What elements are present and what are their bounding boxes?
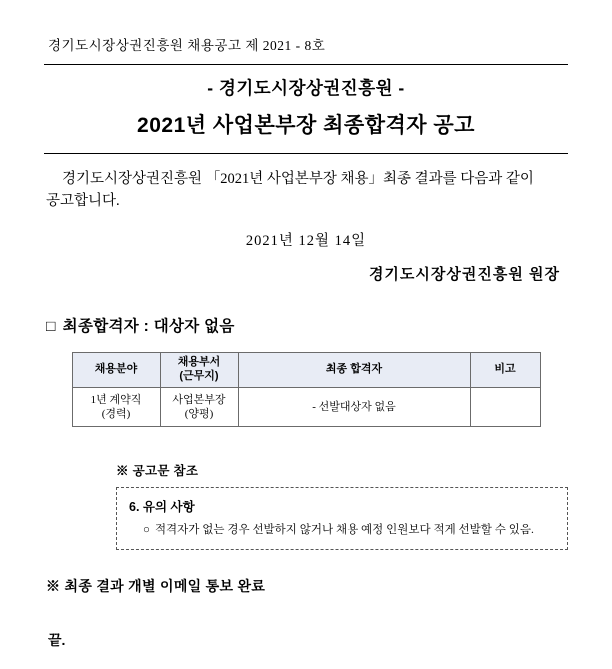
notice-box-item [129,522,555,538]
table-header-department-line2: (근무지) [179,369,219,382]
table-header-department [160,352,238,387]
page-title: 2021년 사업본부장 최종합격자 공고 [137,114,475,137]
notice-box-item-text: 적격자가 없는 경우 선발하지 않거나 채용 예정 인원보다 적게 선발할 수 있음. [154,523,534,536]
intro-paragraph: 경기도시장상권진흥원 「2021년 사업본부장 채용」최종 결과를 다음과 같이 공고합니다. [46,171,534,210]
table-row [72,387,540,426]
cell-field-line1: 1년 계약직 [90,393,142,406]
cell-department-line2: (양평) [184,407,214,420]
title-organization: - 경기도시장상권진흥원 - [207,78,405,98]
notice-reference-label: ※ 공고문 참조 [116,463,199,478]
section-heading-label: 최종합격자 : 대상자 없음 [62,317,235,335]
table-header-result: 최종 합격자 [238,352,470,387]
cell-department [160,387,238,426]
cell-department-line1: 사업본부장 [172,393,226,406]
table-header-remark: 비고 [470,352,540,387]
title-block [44,65,568,153]
divider-under-title [44,153,568,154]
circle-bullet-icon: ○ [143,523,150,536]
table-header-row [72,352,540,387]
square-bullet-icon: □ [46,317,56,335]
document-number: 경기도시장상권진흥원 채용공고 제 2021 - 8호 [48,38,326,53]
cell-field [72,387,160,426]
end-mark: 끝. [48,632,66,649]
issuing-organization: 경기도시장상권진흥원 원장 [368,265,560,283]
announcement-date: 2021년 12월 14일 [245,232,367,249]
results-table [72,352,541,427]
cell-result: - 선발대상자 없음 [238,387,470,426]
final-note: ※ 최종 결과 개별 이메일 통보 완료 [46,578,266,595]
table-header-department-line1: 채용부서 [177,356,221,369]
section-heading [46,314,568,336]
table-header-field: 채용분야 [72,352,160,387]
notice-box-title: 6. 유의 사항 [129,499,195,514]
cell-remark [470,387,540,426]
cell-field-line2: (경력) [101,407,131,420]
notice-box [116,487,568,550]
